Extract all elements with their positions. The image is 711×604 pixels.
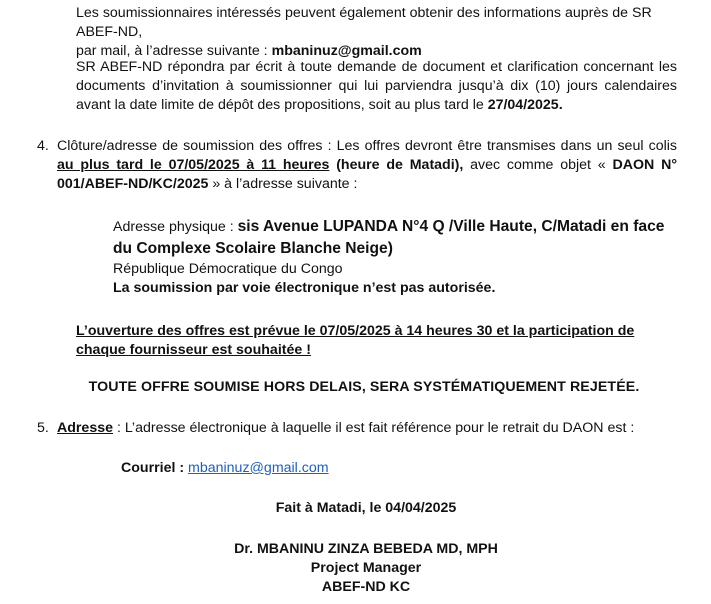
section-4-subject: DAON N° 001/ABEF-ND/KC/2025 [57, 157, 677, 192]
address-line [113, 216, 683, 260]
place-date: Fait à Matadi, le 04/04/2025 [275, 500, 457, 516]
address-value: sis Avenue LUPANDA N°4 Q /Ville Haute, C/Matadi en face du Complexe Scolaire Blanche Neige) [113, 218, 665, 257]
courriel-link[interactable]: mbaninuz@gmail.com [188, 460, 329, 476]
info-line-2: par mail, à l’adresse suivante : mbaninuz@gmail.com [76, 43, 422, 59]
info-paragraph [76, 4, 696, 61]
reply-paragraph: SR ABEF-ND répondra par écrit à toute demande de document et clarification concernant les documents d’invitation à soumissionner qui lui parviendra jusqu’à dix (10) jours calendaires avant la date limite de dépôt des propositions, soit au plus tard le 27/04/2025. [76, 59, 677, 113]
country-line: République Démocratique du Congo [113, 261, 343, 277]
late-warning: TOUTE OFFRE SOUMISE HORS DELAIS, SERA SYSTÉMATIQUEMENT REJETÉE. [88, 379, 640, 395]
section-4-paragraph: Clôture/adresse de soumission des offres : Les offres devront être transmises dans un seul colis au plus tard le 07/05/2025 à 11 heures (heure de Matadi), avec comme objet « DAON N° 001/ABEF-ND/KC/2025 » à l’adresse suivante : [57, 138, 677, 192]
electronic-note: La soumission par voie électronique n’est pas autorisée. [113, 280, 496, 296]
section-4-deadline: au plus tard le 07/05/2025 à 11 heures [57, 157, 330, 173]
section-5-paragraph: Adresse : L’adresse électronique à laquelle il est fait référence pour le retrait du DAON est : [57, 420, 635, 436]
address-block [113, 216, 683, 298]
opening-note: L’ouverture des offres est prévue le 07/05/2025 à 14 heures 30 et la participation de chaque fournisseur est souhaitée ! [76, 323, 635, 358]
section-4-time-ref: (heure de Matadi), [329, 157, 464, 173]
section-5-number: 5. [37, 420, 49, 436]
address-label: Adresse physique : [113, 219, 238, 235]
info-line-1: Les soumissionnaires intéressés peuvent également obtenir des informations auprès de SR ABEF-ND, [76, 5, 652, 40]
signatory-name: Dr. MBANINU ZINZA BEBEDA MD, MPH [234, 541, 498, 557]
signature-block [166, 540, 566, 597]
reply-deadline: 27/04/2025. [487, 97, 563, 113]
courriel-line [121, 459, 329, 478]
section-4-number: 4. [37, 138, 49, 154]
section-5-label: Adresse [57, 420, 113, 436]
signatory-title: Project Manager [310, 560, 422, 576]
info-email: mbaninuz@gmail.com [271, 43, 422, 59]
signatory-org: ABEF-ND KC [321, 579, 411, 595]
courriel-label: Courriel : [121, 460, 189, 476]
